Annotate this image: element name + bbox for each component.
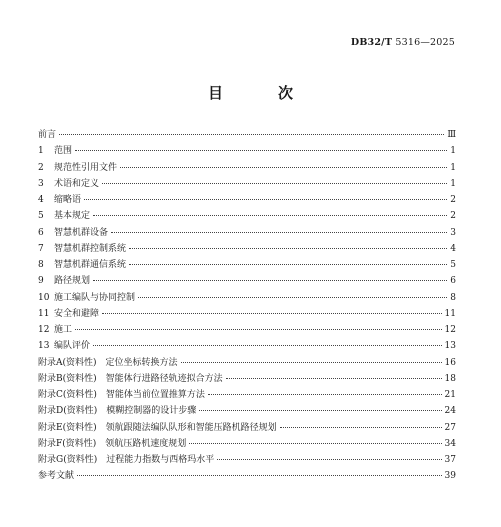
toc-entry-page: 18 bbox=[444, 373, 456, 384]
toc-leader-dots bbox=[208, 394, 442, 395]
page-title: 目 次 bbox=[207, 84, 313, 102]
toc-leader-dots bbox=[226, 378, 442, 379]
toc-entry-number: 2 bbox=[38, 162, 44, 173]
toc-leader-dots bbox=[75, 150, 447, 151]
toc-entry[interactable] bbox=[38, 420, 456, 436]
toc-leader-dots bbox=[181, 362, 442, 363]
toc-entry-label: 附录A(资料性) 定位坐标转换方法 bbox=[38, 357, 178, 368]
toc-entry-page: 1 bbox=[450, 178, 456, 189]
toc-leader-dots bbox=[93, 215, 447, 216]
toc-entry-label: 附录C(资料性) 智能体当前位置推算方法 bbox=[38, 390, 205, 400]
toc-entry-label: 附录G(资料性) 过程能力指数与西格玛水平 bbox=[38, 455, 215, 465]
toc-leader-dots bbox=[129, 264, 447, 265]
toc-entry-label: 附录D(资料性) 模糊控制器的设计步骤 bbox=[38, 406, 197, 417]
toc-leader-dots bbox=[189, 443, 441, 444]
toc-entry-page: 4 bbox=[450, 243, 456, 254]
toc-entry-page: 1 bbox=[450, 162, 456, 173]
toc-entry[interactable] bbox=[38, 306, 456, 322]
toc-leader-dots bbox=[93, 280, 447, 281]
toc-entry-page: 12 bbox=[444, 325, 456, 335]
toc-entry[interactable] bbox=[38, 127, 456, 143]
toc-leader-dots bbox=[77, 475, 442, 476]
toc-leader-dots bbox=[199, 410, 441, 411]
toc-entry[interactable] bbox=[38, 143, 456, 159]
toc-entry-number: 13 bbox=[38, 341, 50, 352]
toc-entry-page: 37 bbox=[444, 455, 456, 465]
toc-entry-label: 参考文献 bbox=[38, 471, 75, 482]
toc-leader-dots bbox=[93, 345, 442, 346]
toc-entry-label: 附录E(资料性) 领航跟随法编队队形和智能压路机路径规划 bbox=[38, 422, 277, 433]
toc-entry[interactable] bbox=[38, 192, 456, 208]
toc-entry-number: 10 bbox=[38, 292, 50, 303]
toc-entry[interactable] bbox=[38, 273, 456, 289]
toc-entry[interactable] bbox=[38, 176, 456, 192]
toc-entry-page: 24 bbox=[444, 406, 456, 417]
toc-leader-dots bbox=[280, 427, 442, 428]
toc-entry-page: 39 bbox=[444, 471, 456, 482]
toc-entry-number: 8 bbox=[38, 260, 44, 270]
toc-entry-number: 12 bbox=[38, 325, 50, 335]
toc-entry[interactable] bbox=[38, 322, 456, 338]
toc-entry-label: 施工 bbox=[54, 325, 73, 335]
toc-leader-dots bbox=[138, 297, 447, 298]
toc-entry[interactable] bbox=[38, 403, 456, 419]
toc-leader-dots bbox=[217, 459, 441, 460]
toc-entry-label: 智慧机群控制系统 bbox=[54, 243, 127, 254]
toc-entry-page: Ⅲ bbox=[447, 130, 456, 140]
toc-entry-label: 智慧机群通信系统 bbox=[54, 260, 127, 270]
toc-entry-page: 2 bbox=[450, 195, 456, 205]
toc-entry-label: 基本规定 bbox=[54, 211, 91, 222]
toc-entry[interactable] bbox=[38, 355, 456, 371]
toc-entry[interactable] bbox=[38, 436, 456, 452]
toc-entry[interactable] bbox=[38, 452, 456, 468]
toc-entry-label: 附录F(资料性) 领航压路机速度规划 bbox=[38, 438, 187, 449]
toc-entry-page: 13 bbox=[444, 341, 456, 352]
toc-entry[interactable] bbox=[38, 338, 456, 354]
toc-entry[interactable] bbox=[38, 387, 456, 403]
table-of-contents bbox=[38, 127, 456, 485]
standard-code bbox=[351, 37, 455, 48]
toc-leader-dots bbox=[102, 183, 447, 184]
toc-leader-dots bbox=[75, 329, 442, 330]
standard-prefix: DB32/T bbox=[350, 37, 393, 48]
toc-leader-dots bbox=[120, 167, 447, 168]
toc-leader-dots bbox=[129, 248, 447, 249]
toc-entry-number: 4 bbox=[38, 195, 44, 205]
toc-entry[interactable] bbox=[38, 290, 456, 306]
toc-entry-page: 16 bbox=[444, 357, 456, 368]
toc-entry-page: 6 bbox=[450, 276, 456, 287]
toc-entry-page: 2 bbox=[450, 211, 456, 222]
toc-leader-dots bbox=[59, 134, 444, 135]
toc-entry-label: 术语和定义 bbox=[54, 178, 100, 189]
toc-entry[interactable] bbox=[38, 257, 456, 273]
toc-entry-page: 34 bbox=[444, 438, 456, 449]
toc-entry[interactable] bbox=[38, 225, 456, 241]
toc-leader-dots bbox=[102, 313, 442, 314]
toc-entry-page: 11 bbox=[444, 308, 456, 319]
toc-entry-label: 施工编队与协同控制 bbox=[54, 292, 136, 303]
toc-entry[interactable] bbox=[38, 241, 456, 257]
toc-entry[interactable] bbox=[38, 371, 456, 387]
toc-entry[interactable] bbox=[38, 208, 456, 224]
toc-entry-label: 范围 bbox=[54, 146, 73, 157]
toc-entry-page: 1 bbox=[450, 146, 456, 157]
toc-entry-number: 7 bbox=[38, 243, 44, 254]
toc-entry-label: 规范性引用文件 bbox=[54, 162, 118, 173]
toc-entry-page: 5 bbox=[450, 260, 456, 270]
toc-entry-number: 1 bbox=[38, 146, 44, 157]
toc-entry-number: 5 bbox=[38, 211, 44, 222]
toc-entry-label: 附录B(资料性) 智能体行进路径轨迹拟合方法 bbox=[38, 373, 223, 384]
toc-entry-page: 3 bbox=[450, 227, 456, 238]
toc-entry-number: 11 bbox=[38, 308, 50, 319]
toc-entry-label: 智慧机群设备 bbox=[54, 227, 109, 238]
toc-entry-label: 路径规划 bbox=[54, 276, 91, 287]
toc-entry-label: 安全和避障 bbox=[54, 308, 100, 319]
toc-leader-dots bbox=[84, 199, 447, 200]
toc-entry-number: 9 bbox=[38, 276, 44, 287]
toc-entry-number: 6 bbox=[38, 227, 44, 238]
toc-entry[interactable] bbox=[38, 468, 456, 484]
toc-entry-page: 21 bbox=[444, 390, 456, 400]
toc-entry-page: 8 bbox=[450, 292, 456, 303]
toc-entry-label: 缩略语 bbox=[54, 195, 82, 205]
standard-number: 5316—2025 bbox=[395, 37, 455, 48]
toc-entry-page: 27 bbox=[444, 422, 456, 433]
toc-entry-label: 编队评价 bbox=[54, 341, 91, 352]
toc-leader-dots bbox=[111, 232, 447, 233]
toc-entry-label: 前言 bbox=[38, 130, 57, 140]
toc-entry-number: 3 bbox=[38, 178, 44, 189]
toc-entry[interactable] bbox=[38, 160, 456, 176]
